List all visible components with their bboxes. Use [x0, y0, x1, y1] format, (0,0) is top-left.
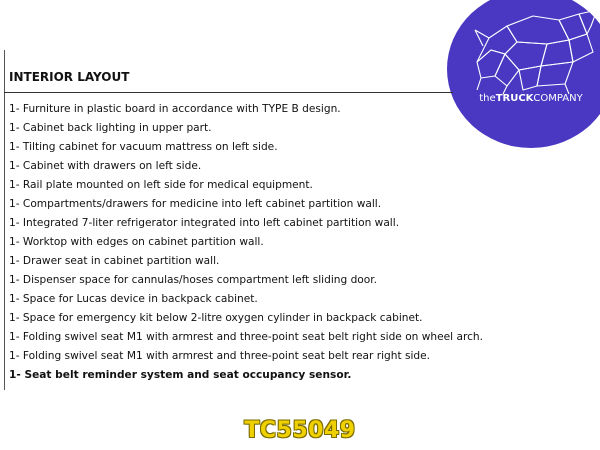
- list-item: 1- Dispenser space for cannulas/hoses compartment left sliding door.: [9, 274, 378, 286]
- list-item: 1- Seat belt reminder system and seat occupancy sensor.: [9, 369, 352, 381]
- list-item: 1- Worktop with edges on cabinet partition wall.: [9, 236, 264, 248]
- list-item: 1- Cabinet back lighting in upper part.: [9, 122, 212, 134]
- section-title: INTERIOR LAYOUT: [9, 70, 130, 84]
- wordmark-prefix: the: [479, 93, 496, 104]
- list-item: 1- Folding swivel seat M1 with armrest and three-point seat belt rear right side.: [9, 350, 431, 362]
- interior-feature-list: [9, 100, 483, 385]
- list-item: 1- Compartments/drawers for medicine into left cabinet partition wall.: [9, 198, 382, 210]
- list-item: 1- Rail plate mounted on left side for medical equipment.: [9, 179, 313, 191]
- list-item: 1- Furniture in plastic board in accordance with TYPE B design.: [9, 103, 341, 115]
- title-underline: [4, 92, 453, 93]
- list-item: 1- Tilting cabinet for vacuum mattress on left side.: [9, 141, 278, 153]
- list-item: 1- Drawer seat in cabinet partition wall.: [9, 255, 220, 267]
- list-item: 1- Space for emergency kit below 2-litre oxygen cylinder in backpack cabinet.: [9, 312, 423, 324]
- left-border-line: [4, 50, 5, 390]
- wordmark-bold: TRUCK: [495, 93, 534, 104]
- list-item: 1- Folding swivel seat M1 with armrest and three-point seat belt right side on wheel arch.: [9, 331, 483, 343]
- list-item: 1- Cabinet with drawers on left side.: [9, 160, 202, 172]
- list-item: 1- Integrated 7-liter refrigerator integrated into left cabinet partition wall.: [9, 217, 400, 229]
- wordmark-suffix: COMPANY: [533, 93, 583, 104]
- list-item: 1- Space for Lucas device in backpack cabinet.: [9, 293, 258, 305]
- reference-code: TC55049: [244, 418, 356, 443]
